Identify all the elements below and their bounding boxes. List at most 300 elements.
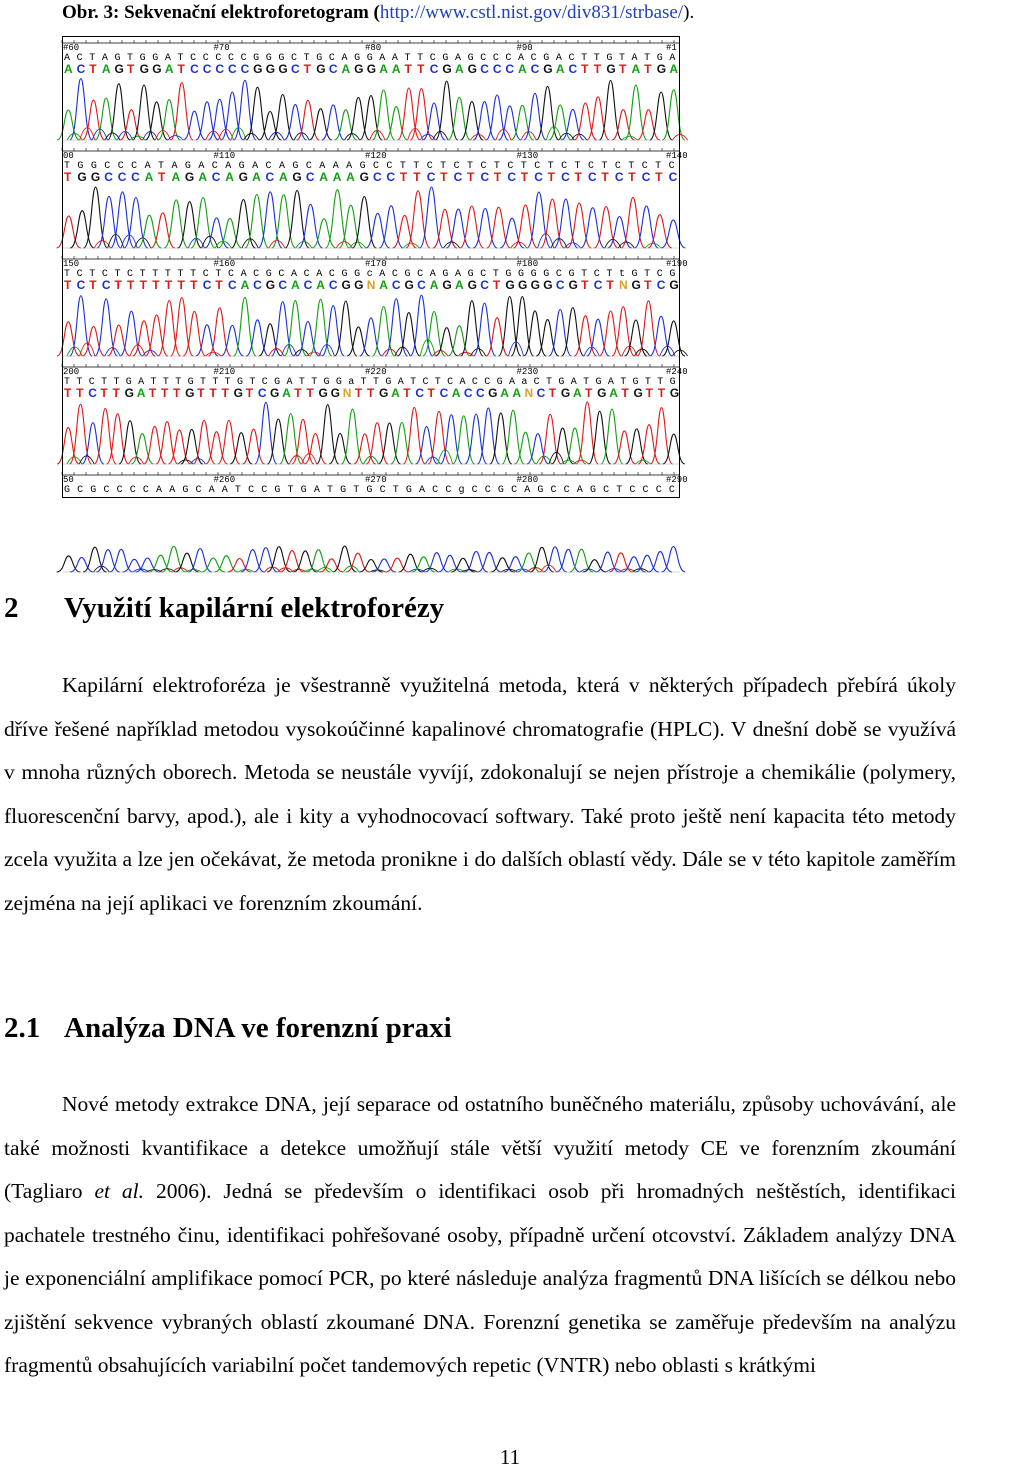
base-call-top: C [534,161,541,172]
peak-C [425,553,449,572]
base-call-top: T [76,377,83,388]
peak-C [188,549,212,573]
base-call-top: G [505,269,512,280]
base-call-colored: C [439,386,449,400]
peak-C [234,80,257,140]
base-call-top: C [511,485,518,496]
peak-T [587,97,610,140]
base-call-colored: A [518,62,527,76]
base-call-top: T [199,377,206,388]
base-call-top: T [493,161,500,172]
peak-T [208,308,231,356]
base-call-top: A [225,161,232,172]
base-call-colored: A [198,170,208,184]
base-call-colored: T [520,170,529,184]
base-call-colored: C [587,170,597,184]
base-call-colored: A [291,278,300,292]
base-call-colored: G [518,278,528,292]
base-call-top: C [76,269,83,280]
base-call-top: T [601,161,608,172]
base-call-colored: C [253,278,262,292]
base-call-top: G [292,161,299,172]
base-call-top: C [291,53,298,64]
base-call-colored: T [173,386,181,400]
base-call-top: C [471,377,478,388]
base-call-colored: T [209,386,217,400]
peak-T [637,301,660,356]
section-number: 2 [4,592,19,624]
position-tick-label: #280 [516,475,539,485]
base-call-colored: C [507,170,517,184]
base-call-colored: C [417,278,426,292]
base-call-top: G [632,377,639,388]
base-call-top: C [248,485,255,496]
peak-T [218,420,240,464]
base-call-colored: A [316,278,325,292]
section-heading [4,592,444,625]
base-call-colored: G [354,278,364,292]
base-call-colored: A [332,170,342,184]
base-call-top: T [64,377,71,388]
base-call-colored: C [386,170,396,184]
base-call-top: G [530,269,537,280]
base-call-top: G [366,53,373,64]
position-tick-label: #270 [365,475,387,485]
base-call-top: A [508,377,515,388]
position-tick-label: #230 [516,367,539,377]
base-call-top: C [432,485,439,496]
base-call-colored: C [265,170,275,184]
base-call-top: T [618,53,625,64]
base-call-top: T [89,269,96,280]
base-call-top: C [305,161,312,172]
minor-peak [511,242,527,248]
base-call-colored: C [291,62,300,76]
base-call-colored: A [555,62,565,76]
paragraph-forensic [4,1083,956,1388]
base-call-colored: T [657,386,666,400]
base-call-top: C [426,161,433,172]
base-call-top: C [77,485,84,496]
base-call-top: G [182,485,189,496]
base-call-top: C [103,485,110,496]
base-call-top: C [76,53,83,64]
minor-peak [296,242,312,248]
base-call-top: C [484,485,491,496]
base-call-top: A [341,53,348,64]
base-call-colored: T [601,170,609,184]
base-call-colored: T [306,386,314,400]
base-call-colored: C [568,62,578,76]
base-call-top: T [520,161,527,172]
base-call-top: A [454,269,461,280]
peak-A [325,190,349,248]
base-call-top: G [300,485,307,496]
base-call-top: C [227,269,234,280]
base-call-top: C [215,53,222,64]
caption-label: Obr. 3: Sekvenační elektroforetogram ( [62,2,380,23]
base-call-top: G [340,485,347,496]
base-call-top: T [190,269,197,280]
base-call-colored: T [618,62,627,76]
base-call-colored: T [655,170,663,184]
base-call-colored: T [585,386,593,400]
base-call-colored: C [303,278,313,292]
base-call-colored: G [354,62,364,76]
base-call-top: G [589,485,596,496]
base-call-top: C [471,485,478,496]
position-tick-label: #290 [666,475,688,485]
base-call-top: A [313,485,320,496]
base-call-top: T [413,161,420,172]
base-call-colored: C [555,278,565,292]
base-call-colored: C [480,278,489,292]
base-call-top: T [175,377,182,388]
base-call-colored: T [467,170,475,184]
base-call-top: C [453,161,460,172]
base-call-colored: A [278,170,288,184]
base-call-top: A [454,53,461,64]
peak-A [448,97,471,140]
base-call-top: G [568,269,575,280]
minor-peak [269,240,285,248]
base-call-top: C [101,269,108,280]
base-call-colored: A [319,170,328,184]
peak-G [317,405,339,464]
base-call-top: C [261,377,268,388]
electropherogram-svg [62,36,688,498]
base-call-colored: A [346,170,355,184]
peak-T [193,420,215,464]
base-call-colored: G [139,62,150,76]
trace-row-2 [57,148,688,248]
base-call-colored: C [373,170,382,184]
base-call-top: T [162,377,169,388]
base-call-top: T [644,53,651,64]
base-call-colored: G [606,62,616,76]
base-call-top: C [417,269,424,280]
base-call-top: T [644,377,651,388]
base-call-colored: C [492,62,502,76]
base-call-top: G [669,269,676,280]
base-call-top: C [480,161,487,172]
base-call-colored: T [164,278,173,292]
base-call-top: A [429,269,436,280]
base-call-colored: C [426,170,436,184]
peak-C [379,206,403,248]
base-call-colored: T [492,278,501,292]
base-call-colored: T [64,278,72,292]
base-call-top: T [655,161,662,172]
base-call-top: T [373,377,380,388]
minor-peak [471,134,486,140]
base-call-top: c [366,269,373,280]
base-call-colored: C [476,386,485,400]
base-call-colored: T [581,278,589,292]
trace-row-1 [57,40,688,140]
base-call-colored: A [171,170,181,184]
base-call-top: A [397,377,404,388]
base-call-top: A [391,53,398,64]
base-call-top: C [142,485,149,496]
base-call-top: G [238,161,245,172]
base-call-top: G [114,53,121,64]
base-call-top: T [467,161,474,172]
base-call-top: C [373,161,380,172]
base-call-top: T [215,269,222,280]
base-call-colored: C [641,170,651,184]
base-call-colored: T [64,386,72,400]
base-call-colored: T [440,170,448,184]
caption-link[interactable]: http://www.cstl.nist.gov/div831/strbase/ [379,2,684,23]
position-tick-label: #220 [365,367,387,377]
base-call-colored: G [184,170,195,184]
base-call-top: A [555,53,562,64]
base-call-top: T [404,53,411,64]
base-call-top: T [644,269,651,280]
base-call-colored: G [543,62,553,76]
paragraph-forensic-text [4,1083,956,1388]
base-call-colored: T [644,278,652,292]
base-call-top: C [668,161,675,172]
peak-C [650,316,673,356]
minor-peak [238,569,254,572]
base-call-colored: T [89,278,97,292]
base-call-top: A [208,485,215,496]
position-tick-label: #80 [365,43,382,53]
base-call-top: G [278,53,285,64]
base-call-top: A [101,53,108,64]
base-call-colored: G [152,62,162,76]
base-call-colored: T [404,62,412,76]
base-call-top: C [88,377,95,388]
peak-T [576,402,598,464]
base-call-top: G [442,269,449,280]
base-call-top: T [177,269,184,280]
base-call-top: C [447,377,454,388]
base-call-top: A [379,269,386,280]
minor-peak [403,243,419,248]
base-call-colored: C [305,170,315,184]
base-call-colored: A [144,170,154,184]
base-call-colored: C [76,62,86,76]
base-call-colored: A [341,62,351,76]
paragraph-forensic-text-after: 2006). Jedná se především o identifikaci osob při hromadných neštěstích, identifikaci pachatele trestného činu, identifikaci pohřešované osoby, případně určení otcovství. Základem analýzy DNA je exponenciální amplifikace pomocí PCR, po které následuje analýza fragmentů DNA lišících se délkou nebo zjištění sekvence vybraných oblastí zkoumané DNA. Forenzní genetika se zaměřuje především na analýzu fragmentů obsahujících variabilní počet tandemových repetic (VNTR) nebo oblasti s krátkými [4,1179,956,1377]
position-tick-label: #170 [365,259,387,269]
base-call-top: C [303,269,310,280]
base-call-top: T [547,161,554,172]
base-call-top: C [116,485,123,496]
base-call-colored: T [112,386,120,400]
base-call-colored: C [202,278,212,292]
position-tick-label: #90 [516,43,533,53]
base-call-top: C [117,161,124,172]
base-call-top: C [480,53,487,64]
peak-T [297,100,320,140]
page-number: 11 [499,1445,521,1469]
base-call-colored: G [530,278,540,292]
base-call-colored: A [451,386,461,400]
base-call-top: G [595,377,602,388]
peak-A [280,414,302,465]
base-call-colored: G [597,386,607,400]
base-call-top: a [521,377,528,388]
base-call-top: C [550,485,557,496]
peak-A [625,85,648,140]
base-call-colored: T [366,386,375,400]
base-call-top: G [366,485,373,496]
base-call-top: A [459,377,466,388]
base-call-top: G [354,269,361,280]
base-call-top: T [249,377,256,388]
peak-A [309,299,332,356]
base-call-top: G [187,377,194,388]
peak-G [599,80,622,140]
position-tick-label: #180 [516,259,539,269]
base-call-colored: C [227,278,237,292]
base-call-top: T [616,485,623,496]
base-call-top: C [603,485,610,496]
base-call-top: A [419,485,426,496]
base-call-colored: T [221,386,229,400]
base-call-top: A [607,377,614,388]
base-call-top: T [150,377,157,388]
base-call-top: A [518,53,525,64]
position-tick-label: #110 [213,151,236,161]
base-call-top: C [190,53,197,64]
peak-A [341,409,363,464]
base-call-colored: T [303,62,311,76]
peak-T [171,83,194,140]
base-call-top: T [583,377,590,388]
peak-C [410,295,433,356]
base-call-top: T [620,377,627,388]
base-call-top: A [332,161,339,172]
base-call-colored: G [543,278,553,292]
peak-G [625,320,648,356]
base-call-top: T [101,377,108,388]
base-call-colored: G [404,278,414,292]
base-call-colored: A [379,62,388,76]
base-call-top: C [127,269,134,280]
base-call-top: C [104,161,111,172]
base-call-top: t [618,269,625,280]
peak-A [234,297,257,356]
base-call-top: C [265,161,272,172]
base-call-colored: T [493,170,502,184]
base-call-top: G [669,377,676,388]
position-tick-label: #70 [213,43,230,53]
base-call-top: G [405,485,412,496]
base-call-colored: G [505,278,515,292]
base-call-colored: G [656,62,667,76]
electropherogram-figure [62,36,688,498]
base-call-top: C [278,269,285,280]
base-call-colored: G [265,62,276,76]
base-call-top: T [64,161,71,172]
base-call-top: G [385,377,392,388]
base-call-colored: G [90,170,101,184]
base-call-top: A [156,485,163,496]
minor-peak [444,242,460,248]
base-call-colored: C [131,170,140,184]
minor-peak [206,352,221,356]
base-call-top: G [631,269,638,280]
base-call-top: C [655,485,662,496]
base-call-top: C [202,269,209,280]
base-call-top: G [274,485,281,496]
peak-T [621,197,645,248]
paragraph-intro [4,664,956,925]
base-call-colored: A [429,278,439,292]
base-call-top: T [417,53,424,64]
base-call-colored: T [177,278,185,292]
base-call-top: G [537,485,544,496]
base-call-top: T [89,53,96,64]
base-call-top: A [316,269,323,280]
base-call-colored: N [366,278,376,292]
peak-C [120,311,143,356]
base-call-colored: C [215,62,225,76]
base-call-colored: C [534,170,543,184]
base-call-top: C [386,161,393,172]
base-call-colored: G [631,278,641,292]
base-call-colored: T [177,62,185,76]
base-call-top: G [359,161,366,172]
base-call-top: T [298,377,305,388]
base-call-colored: C [76,278,86,292]
section-title: Využití kapilární elektroforézy [64,592,445,624]
base-call-colored: G [442,62,452,76]
base-call-colored: G [316,62,326,76]
subsection-number: 2.1 [4,1012,41,1044]
paragraph-intro-text: Kapilární elektroforéza je všestranně využitelná metoda, která v některých případech přebírá úkoly dříve řešené například metodou vysokoúčinné kapalinové chromatografie (HPLC). V dnešní době se využívá v mnoha různých oborech. Metoda se neustále vyvíjí, zdokonalují se nejen přístroje a chemikálie (polymery, fluorescenční barvy, apod.), ale i kity a vyhodnocovací softwary. Také proto ještě není kapacita této metody zcela využita a lze jen očekávat, že metoda pronikne i do dalších oblastí vědy. Dále se v této kapitole zaměřím zejména na její aplikaci ve forenzním zkoumání. [4,673,956,915]
base-call-colored: A [669,62,679,76]
base-call-top: G [64,485,71,496]
base-call-colored: T [76,386,84,400]
base-call-colored: G [669,278,679,292]
base-call-colored: A [512,386,522,400]
paragraph-forensic-text-italic: et al. [94,1179,144,1203]
base-call-top: G [237,377,244,388]
base-call-colored: G [488,386,498,400]
peak-C [500,218,524,248]
base-call-colored: C [656,278,666,292]
base-call-colored: T [152,278,160,292]
base-call-top: T [127,53,134,64]
base-call-top: A [379,53,386,64]
base-call-top: C [484,377,491,388]
minor-peak [370,570,386,572]
base-call-colored: G [359,170,369,184]
base-call-colored: T [403,386,411,400]
base-call-colored: T [114,278,122,292]
position-tick-label: 00 [63,151,74,161]
base-call-top: C [492,53,499,64]
peak-A [215,556,239,572]
base-call-top: C [202,53,209,64]
base-call-top: C [328,53,335,64]
base-call-colored: C [536,386,546,400]
base-call-colored: T [160,386,169,400]
base-call-top: C [533,377,540,388]
base-call-top: C [240,53,247,64]
base-call-colored: G [253,62,263,76]
base-call-colored: A [572,386,582,400]
base-call-top: T [177,53,184,64]
minor-peak [636,460,651,464]
base-call-colored: T [413,170,421,184]
